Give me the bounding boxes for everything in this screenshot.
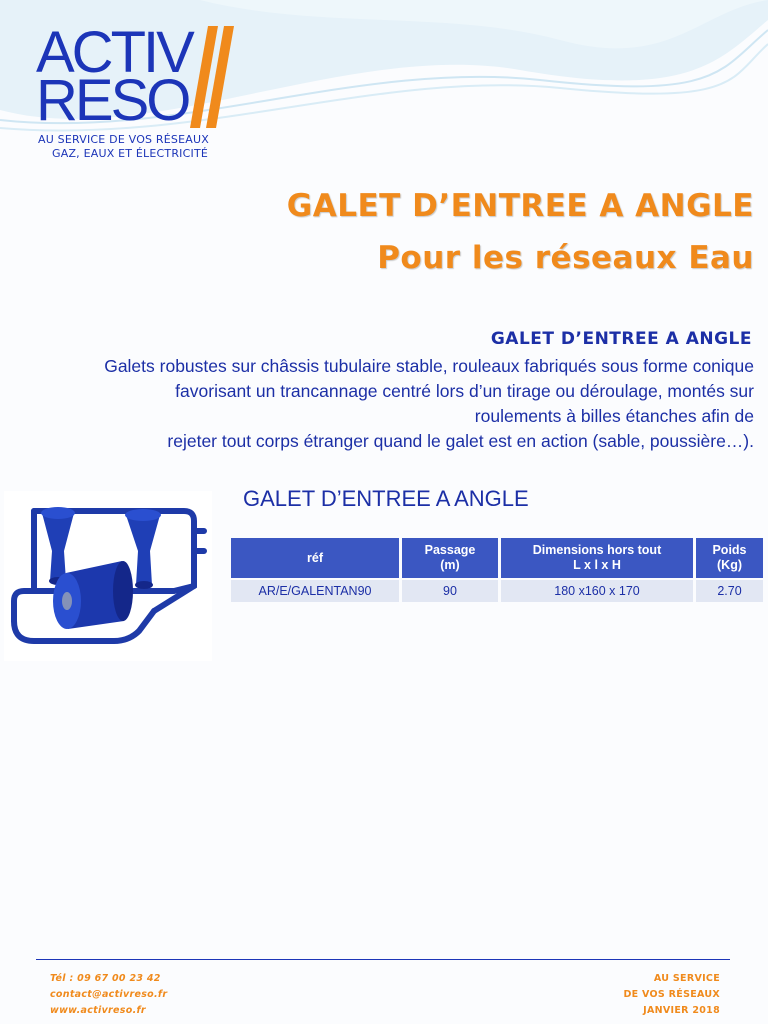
table-caption: GALET D’ENTREE A ANGLE: [243, 486, 529, 511]
header-ref-label: réf: [307, 550, 323, 565]
logo-tagline-2: GAZ, EAUX ET ÉLECTRICITÉ: [52, 147, 209, 160]
product-description: [4, 354, 754, 454]
header-ref: [231, 538, 399, 578]
footer-divider: [36, 959, 730, 960]
product-image: [4, 491, 212, 661]
description-line: Galets robustes sur châssis tubulaire stable, rouleaux fabriqués sous forme conique: [104, 356, 754, 376]
header-dimensions-line2: L x l x H: [573, 558, 621, 572]
header-poids-line1: Poids: [712, 543, 747, 557]
footer-phone: Tél : 09 67 00 23 42: [50, 973, 161, 984]
cell-poids: 2.70: [696, 580, 763, 602]
page-subtitle: Pour les réseaux Eau: [377, 240, 754, 276]
footer-website[interactable]: www.activreso.fr: [50, 1005, 146, 1016]
spec-table: [228, 536, 766, 604]
logo-activ: ACTIV: [36, 20, 192, 85]
footer-right-line2: DE VOS RÉSEAUX: [623, 989, 720, 1000]
footer-right-line1: AU SERVICE: [653, 973, 720, 984]
cell-passage: 90: [402, 580, 498, 602]
table-header-row: [231, 538, 763, 578]
header-poids-line2: (Kg): [717, 558, 742, 572]
description-line: roulements à billes étanches afin de: [474, 406, 754, 426]
footer-right-line3: JANVIER 2018: [643, 1005, 720, 1016]
header-passage: [402, 538, 498, 578]
page-title: GALET D’ENTREE A ANGLE: [286, 188, 754, 224]
cell-dimensions: 180 x160 x 170: [501, 580, 693, 602]
header-dimensions: [501, 538, 693, 578]
header-dimensions-line1: Dimensions hors tout: [532, 543, 662, 557]
description-line: rejeter tout corps étranger quand le galet est en action (sable, poussière…).: [167, 431, 754, 451]
section-title: GALET D’ENTREE A ANGLE: [490, 329, 752, 349]
header-passage-line2: (m): [440, 558, 460, 572]
header-passage-line1: Passage: [424, 543, 476, 557]
cell-ref: AR/E/GALENTAN90: [231, 580, 399, 602]
logo-tagline-1: AU SERVICE DE VOS RÉSEAUX: [38, 133, 209, 146]
logo-slashes-icon: [188, 26, 236, 128]
description-line: favorisant un trancannage centré lors d’un tirage ou déroulage, montés sur: [175, 381, 754, 401]
footer-email[interactable]: contact@activreso.fr: [50, 989, 168, 1000]
header-poids: [696, 538, 763, 578]
logo-reso: RESO: [36, 68, 189, 133]
table-row: [231, 580, 763, 602]
